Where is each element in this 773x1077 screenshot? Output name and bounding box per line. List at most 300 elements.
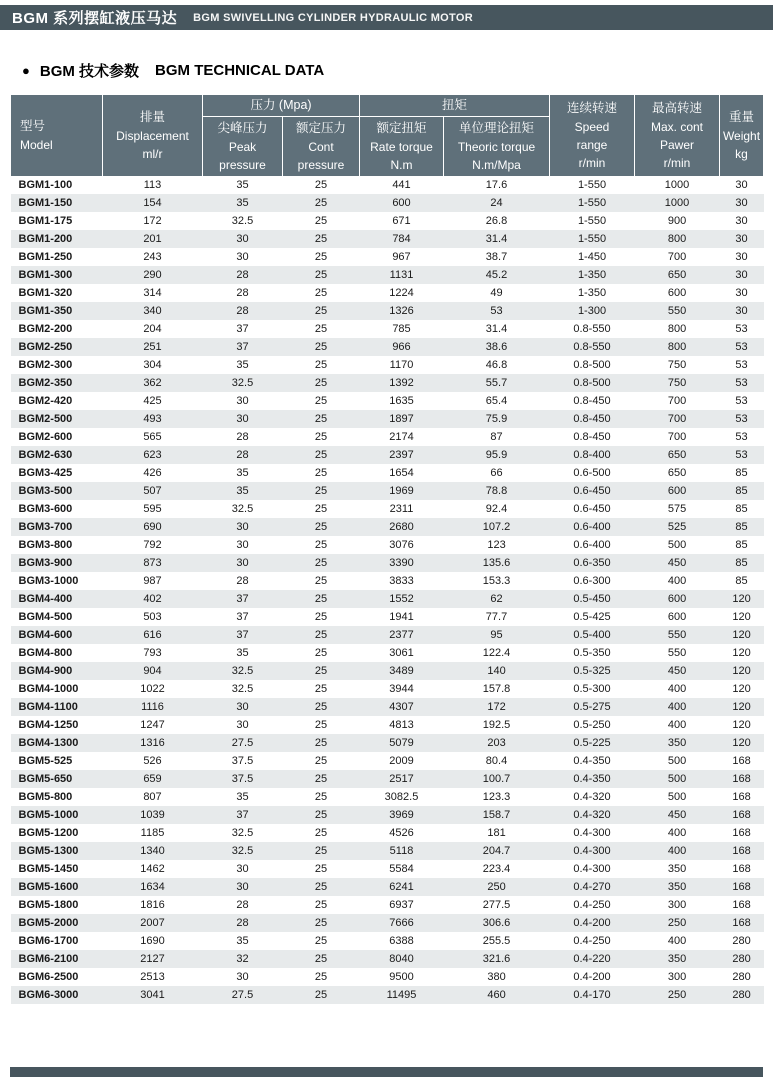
value-cell: 400 xyxy=(667,683,687,695)
value-cell: 25 xyxy=(314,989,328,1001)
model-cell: BGM1-320 xyxy=(18,287,73,299)
value-cell: 3390 xyxy=(389,557,414,569)
value-cell: 575 xyxy=(667,503,687,515)
value-cell: 30 xyxy=(236,863,249,875)
model-cell: BGM4-1000 xyxy=(18,683,79,695)
table-row xyxy=(11,320,764,338)
value-cell: 30 xyxy=(735,215,748,227)
value-cell: 25 xyxy=(314,251,328,263)
value-cell: 53 xyxy=(490,305,503,317)
header-line: Max. cont xyxy=(651,119,704,134)
value-cell: 30 xyxy=(735,179,748,192)
value-cell: 1022 xyxy=(140,683,165,695)
value-cell: 30 xyxy=(236,881,249,893)
value-cell: 25 xyxy=(314,719,328,731)
value-cell: 168 xyxy=(732,791,751,803)
value-cell: 120 xyxy=(732,683,751,695)
table-row xyxy=(11,392,764,410)
value-cell: 1116 xyxy=(141,701,164,713)
value-cell: 25 xyxy=(314,485,328,497)
value-cell: 255.5 xyxy=(482,935,511,947)
value-cell: 600 xyxy=(392,197,411,209)
value-cell: 25 xyxy=(314,557,328,569)
table-row xyxy=(11,500,764,518)
value-cell: 25 xyxy=(314,521,328,533)
value-cell: 0.8-500 xyxy=(573,377,611,389)
header-line: pressure xyxy=(219,157,266,172)
table-row xyxy=(11,770,764,788)
value-cell: 120 xyxy=(732,593,751,605)
value-cell: 35 xyxy=(236,197,249,209)
value-cell: 168 xyxy=(732,845,751,857)
value-cell: 400 xyxy=(667,575,687,587)
value-cell: 25 xyxy=(314,467,328,479)
value-cell: 250 xyxy=(487,881,506,893)
model-cell: BGM5-1300 xyxy=(18,845,79,857)
value-cell: 181 xyxy=(487,827,506,839)
col-header-model xyxy=(11,95,103,177)
value-cell: 25 xyxy=(314,935,328,947)
value-cell: 1316 xyxy=(140,737,165,749)
value-cell: 1326 xyxy=(389,305,414,317)
table-row xyxy=(11,806,764,824)
value-cell: 0.4-170 xyxy=(573,989,611,1001)
header-line: N.m xyxy=(390,157,413,172)
value-cell: 290 xyxy=(143,269,162,281)
value-cell: 75.9 xyxy=(485,413,508,425)
value-cell: 172 xyxy=(143,215,162,227)
table-row xyxy=(11,464,764,482)
header-line: Displacement xyxy=(116,128,189,143)
col-header-rate-torque xyxy=(360,116,444,176)
value-cell: 53 xyxy=(735,359,748,371)
value-cell: 450 xyxy=(667,665,687,677)
value-cell: 507 xyxy=(143,485,162,497)
value-cell: 1-350 xyxy=(577,269,607,281)
value-cell: 400 xyxy=(667,845,687,857)
header-line: 排量 xyxy=(139,109,165,124)
value-cell: 0.8-400 xyxy=(573,449,611,461)
table-row xyxy=(11,680,764,698)
model-cell: BGM1-200 xyxy=(18,233,73,245)
value-cell: 168 xyxy=(732,917,751,929)
value-cell: 28 xyxy=(236,287,249,299)
value-cell: 30 xyxy=(236,719,249,731)
value-cell: 37 xyxy=(236,611,249,623)
value-cell: 350 xyxy=(667,737,687,749)
value-cell: 0.4-220 xyxy=(573,953,611,965)
value-cell: 321.6 xyxy=(482,953,511,965)
value-cell: 32.5 xyxy=(231,845,254,857)
value-cell: 35 xyxy=(236,179,249,192)
value-cell: 1969 xyxy=(389,485,414,497)
table-row xyxy=(11,590,764,608)
value-cell: 1-300 xyxy=(577,305,607,317)
value-cell: 6388 xyxy=(389,935,414,947)
value-cell: 243 xyxy=(143,251,162,263)
value-cell: 503 xyxy=(143,611,162,623)
value-cell: 3833 xyxy=(389,575,414,587)
value-cell: 659 xyxy=(143,773,162,785)
model-cell: BGM5-1450 xyxy=(18,863,79,875)
value-cell: 37.5 xyxy=(231,755,254,767)
value-cell: 85 xyxy=(735,557,748,569)
model-cell: BGM5-2000 xyxy=(18,917,79,929)
model-cell: BGM1-175 xyxy=(18,215,73,227)
value-cell: 65.4 xyxy=(485,395,508,407)
value-cell: 32.5 xyxy=(231,683,254,695)
value-cell: 0.8-450 xyxy=(573,413,611,425)
model-cell: BGM2-600 xyxy=(18,431,73,443)
value-cell: 700 xyxy=(667,395,687,407)
value-cell: 37 xyxy=(236,341,249,353)
model-cell: BGM6-2500 xyxy=(18,971,79,983)
table-row xyxy=(11,842,764,860)
value-cell: 153.3 xyxy=(482,575,511,587)
model-cell: BGM2-200 xyxy=(18,323,73,335)
value-cell: 0.6-400 xyxy=(573,521,611,533)
value-cell: 1690 xyxy=(140,935,165,947)
value-cell: 967 xyxy=(392,251,411,263)
model-cell: BGM1-100 xyxy=(18,179,73,192)
page-header-bar xyxy=(0,5,773,30)
table-row xyxy=(11,284,764,302)
value-cell: 1462 xyxy=(140,863,165,875)
value-cell: 78.8 xyxy=(485,485,508,497)
header-line: ml/r xyxy=(142,146,163,161)
value-cell: 700 xyxy=(667,431,687,443)
value-cell: 904 xyxy=(143,665,162,677)
value-cell: 17.6 xyxy=(485,179,508,192)
value-cell: 30 xyxy=(236,971,249,983)
page-title-zh: BGM 系列摆缸液压马达 xyxy=(12,10,178,27)
value-cell: 123 xyxy=(487,539,506,551)
table-row xyxy=(11,608,764,626)
value-cell: 0.4-350 xyxy=(573,773,611,785)
value-cell: 85 xyxy=(735,467,748,479)
table-row xyxy=(11,572,764,590)
value-cell: 2513 xyxy=(140,971,165,983)
value-cell: 25 xyxy=(314,863,328,875)
value-cell: 1635 xyxy=(389,395,414,407)
value-cell: 31.4 xyxy=(485,233,508,245)
model-cell: BGM2-630 xyxy=(18,449,73,461)
header-line: Peak xyxy=(228,139,257,154)
value-cell: 1654 xyxy=(389,467,414,479)
value-cell: 300 xyxy=(667,971,687,983)
model-cell: BGM5-1200 xyxy=(18,827,79,839)
value-cell: 25 xyxy=(314,503,328,515)
value-cell: 31.4 xyxy=(485,323,508,335)
value-cell: 807 xyxy=(143,791,162,803)
value-cell: 35 xyxy=(236,791,249,803)
value-cell: 53 xyxy=(735,431,748,443)
value-cell: 30 xyxy=(236,521,249,533)
value-cell: 0.4-320 xyxy=(573,791,611,803)
value-cell: 113 xyxy=(143,179,162,192)
value-cell: 1-550 xyxy=(577,179,607,192)
model-cell: BGM5-1000 xyxy=(18,809,79,821)
value-cell: 750 xyxy=(667,377,687,389)
value-cell: 251 xyxy=(143,341,162,353)
value-cell: 25 xyxy=(314,629,328,641)
value-cell: 87 xyxy=(490,431,503,443)
model-cell: BGM3-500 xyxy=(18,485,73,497)
value-cell: 168 xyxy=(732,809,751,821)
model-cell: BGM5-525 xyxy=(18,755,73,767)
value-cell: 2680 xyxy=(389,521,414,533)
table-row xyxy=(11,482,764,500)
value-cell: 350 xyxy=(667,953,687,965)
value-cell: 1-350 xyxy=(577,287,607,299)
table-row xyxy=(11,752,764,770)
value-cell: 25 xyxy=(314,179,328,192)
value-cell: 400 xyxy=(667,719,687,731)
value-cell: 30 xyxy=(735,287,748,299)
value-cell: 30 xyxy=(236,539,249,551)
model-cell: BGM4-500 xyxy=(18,611,73,623)
value-cell: 135.6 xyxy=(482,557,511,569)
value-cell: 3969 xyxy=(389,809,414,821)
value-cell: 616 xyxy=(143,629,162,641)
value-cell: 37 xyxy=(236,809,249,821)
value-cell: 1634 xyxy=(140,881,165,893)
value-cell: 26.8 xyxy=(485,215,508,227)
model-cell: BGM3-1000 xyxy=(18,575,79,587)
col-group-torque: 扭矩 xyxy=(360,95,550,117)
table-row xyxy=(11,554,764,572)
value-cell: 1039 xyxy=(140,809,165,821)
value-cell: 8040 xyxy=(389,953,414,965)
value-cell: 204.7 xyxy=(482,845,511,857)
value-cell: 3061 xyxy=(389,647,414,659)
value-cell: 3041 xyxy=(140,989,165,1001)
col-header-peak-pressure xyxy=(203,116,283,176)
value-cell: 0.6-450 xyxy=(573,503,611,515)
model-cell: BGM6-3000 xyxy=(18,989,79,1001)
value-cell: 25 xyxy=(314,269,328,281)
value-cell: 750 xyxy=(667,359,687,371)
model-cell: BGM1-350 xyxy=(18,305,73,317)
value-cell: 192.5 xyxy=(482,719,511,731)
value-cell: 25 xyxy=(314,791,328,803)
value-cell: 277.5 xyxy=(482,899,511,911)
value-cell: 700 xyxy=(667,251,687,263)
value-cell: 27.5 xyxy=(231,989,254,1001)
value-cell: 203 xyxy=(487,737,506,749)
value-cell: 107.2 xyxy=(482,521,511,533)
bullet-icon: ● xyxy=(22,63,30,78)
value-cell: 25 xyxy=(314,737,328,749)
table-row xyxy=(11,968,764,986)
value-cell: 250 xyxy=(667,989,687,1001)
section-title-en: BGM TECHNICAL DATA xyxy=(155,62,325,79)
value-cell: 0.4-300 xyxy=(573,863,611,875)
value-cell: 46.8 xyxy=(485,359,508,371)
value-cell: 0.4-270 xyxy=(573,881,611,893)
value-cell: 800 xyxy=(667,233,687,245)
header-line: r/min xyxy=(663,155,691,170)
model-cell: BGM4-1250 xyxy=(18,719,79,731)
value-cell: 30 xyxy=(735,305,748,317)
value-cell: 460 xyxy=(487,989,506,1001)
model-cell: BGM2-420 xyxy=(18,395,73,407)
table-row xyxy=(11,374,764,392)
table-row xyxy=(11,662,764,680)
value-cell: 280 xyxy=(732,935,751,947)
value-cell: 92.4 xyxy=(485,503,508,515)
value-cell: 25 xyxy=(314,899,328,911)
value-cell: 700 xyxy=(667,413,687,425)
value-cell: 0.4-300 xyxy=(573,845,611,857)
value-cell: 157.8 xyxy=(482,683,511,695)
value-cell: 95 xyxy=(490,629,503,641)
col-header-speed-range xyxy=(550,95,635,177)
value-cell: 28 xyxy=(236,917,249,929)
value-cell: 25 xyxy=(314,647,328,659)
value-cell: 0.5-275 xyxy=(573,701,611,713)
value-cell: 0.6-350 xyxy=(573,557,611,569)
model-cell: BGM4-600 xyxy=(18,629,73,641)
model-cell: BGM6-2100 xyxy=(18,953,79,965)
value-cell: 85 xyxy=(735,503,748,515)
value-cell: 600 xyxy=(667,287,687,299)
value-cell: 900 xyxy=(667,215,687,227)
value-cell: 623 xyxy=(143,449,162,461)
value-cell: 402 xyxy=(143,593,162,605)
value-cell: 28 xyxy=(236,305,249,317)
value-cell: 140 xyxy=(487,665,506,677)
value-cell: 280 xyxy=(732,971,751,983)
value-cell: 53 xyxy=(735,341,748,353)
header-line: pressure xyxy=(297,157,345,172)
table-row xyxy=(11,716,764,734)
table-row xyxy=(11,338,764,356)
value-cell: 62 xyxy=(490,593,503,605)
header-group-row xyxy=(11,95,764,117)
col-header-max-speed xyxy=(635,95,720,177)
value-cell: 650 xyxy=(667,269,687,281)
header-line: 型号 xyxy=(20,118,46,133)
value-cell: 873 xyxy=(143,557,162,569)
model-cell: BGM5-650 xyxy=(18,773,73,785)
value-cell: 2174 xyxy=(389,431,414,443)
bottom-bar xyxy=(10,1067,763,1077)
value-cell: 0.8-450 xyxy=(573,431,611,443)
value-cell: 304 xyxy=(143,359,162,371)
value-cell: 1224 xyxy=(389,287,414,299)
table-row xyxy=(11,986,764,1004)
value-cell: 28 xyxy=(236,575,249,587)
model-cell: BGM3-600 xyxy=(18,503,73,515)
header-line: 连续转速 xyxy=(567,100,618,115)
header-line: Theoric torque xyxy=(457,139,536,154)
value-cell: 168 xyxy=(732,881,751,893)
value-cell: 30 xyxy=(236,701,249,713)
table-row xyxy=(11,176,764,194)
value-cell: 565 xyxy=(143,431,162,443)
value-cell: 1000 xyxy=(664,197,690,209)
value-cell: 122.4 xyxy=(482,647,511,659)
value-cell: 350 xyxy=(667,881,687,893)
value-cell: 25 xyxy=(314,881,328,893)
header-line: range xyxy=(576,137,608,152)
value-cell: 987 xyxy=(143,575,162,587)
value-cell: 85 xyxy=(735,539,748,551)
value-cell: 550 xyxy=(667,305,687,317)
value-cell: 25 xyxy=(314,323,328,335)
value-cell: 1816 xyxy=(140,899,165,911)
value-cell: 120 xyxy=(732,647,751,659)
value-cell: 7666 xyxy=(389,917,414,929)
table-row xyxy=(11,824,764,842)
value-cell: 37 xyxy=(236,593,249,605)
header-line: Weight xyxy=(722,128,761,143)
header-line: 重量 xyxy=(729,109,755,124)
value-cell: 38.7 xyxy=(485,251,508,263)
header-line: 尖峰压力 xyxy=(217,120,268,135)
table-row xyxy=(11,914,764,932)
value-cell: 0.6-400 xyxy=(573,539,611,551)
value-cell: 0.4-200 xyxy=(573,917,611,929)
value-cell: 441 xyxy=(392,179,411,192)
model-cell: BGM3-425 xyxy=(18,467,73,479)
value-cell: 30 xyxy=(236,557,249,569)
value-cell: 3489 xyxy=(389,665,414,677)
value-cell: 314 xyxy=(143,287,162,299)
value-cell: 600 xyxy=(667,593,687,605)
value-cell: 0.4-350 xyxy=(573,755,611,767)
table-row xyxy=(11,230,764,248)
value-cell: 35 xyxy=(236,647,249,659)
table-row xyxy=(11,626,764,644)
value-cell: 25 xyxy=(314,413,328,425)
table-row xyxy=(11,950,764,968)
value-cell: 1-450 xyxy=(577,251,607,263)
value-cell: 32 xyxy=(236,953,249,965)
table-row xyxy=(11,410,764,428)
value-cell: 25 xyxy=(314,683,328,695)
value-cell: 25 xyxy=(314,593,328,605)
model-cell: BGM2-250 xyxy=(18,341,73,353)
value-cell: 690 xyxy=(143,521,162,533)
table-row xyxy=(11,896,764,914)
value-cell: 785 xyxy=(392,323,411,335)
value-cell: 0.6-450 xyxy=(573,485,611,497)
value-cell: 53 xyxy=(735,449,748,461)
value-cell: 32.5 xyxy=(231,827,254,839)
value-cell: 53 xyxy=(735,395,748,407)
model-cell: BGM4-400 xyxy=(18,593,73,605)
value-cell: 25 xyxy=(314,953,328,965)
table-row xyxy=(11,932,764,950)
value-cell: 30 xyxy=(735,251,748,263)
value-cell: 25 xyxy=(314,773,328,785)
table-row xyxy=(11,788,764,806)
value-cell: 5118 xyxy=(389,845,414,857)
value-cell: 450 xyxy=(667,557,687,569)
header-line: kg xyxy=(735,146,748,161)
value-cell: 24 xyxy=(490,197,503,209)
value-cell: 800 xyxy=(667,323,687,335)
value-cell: 172 xyxy=(487,701,506,713)
value-cell: 0.4-300 xyxy=(573,827,611,839)
value-cell: 4813 xyxy=(389,719,414,731)
table-row xyxy=(11,446,764,464)
value-cell: 168 xyxy=(732,755,751,767)
model-cell: BGM5-1800 xyxy=(18,899,79,911)
value-cell: 25 xyxy=(314,197,328,209)
